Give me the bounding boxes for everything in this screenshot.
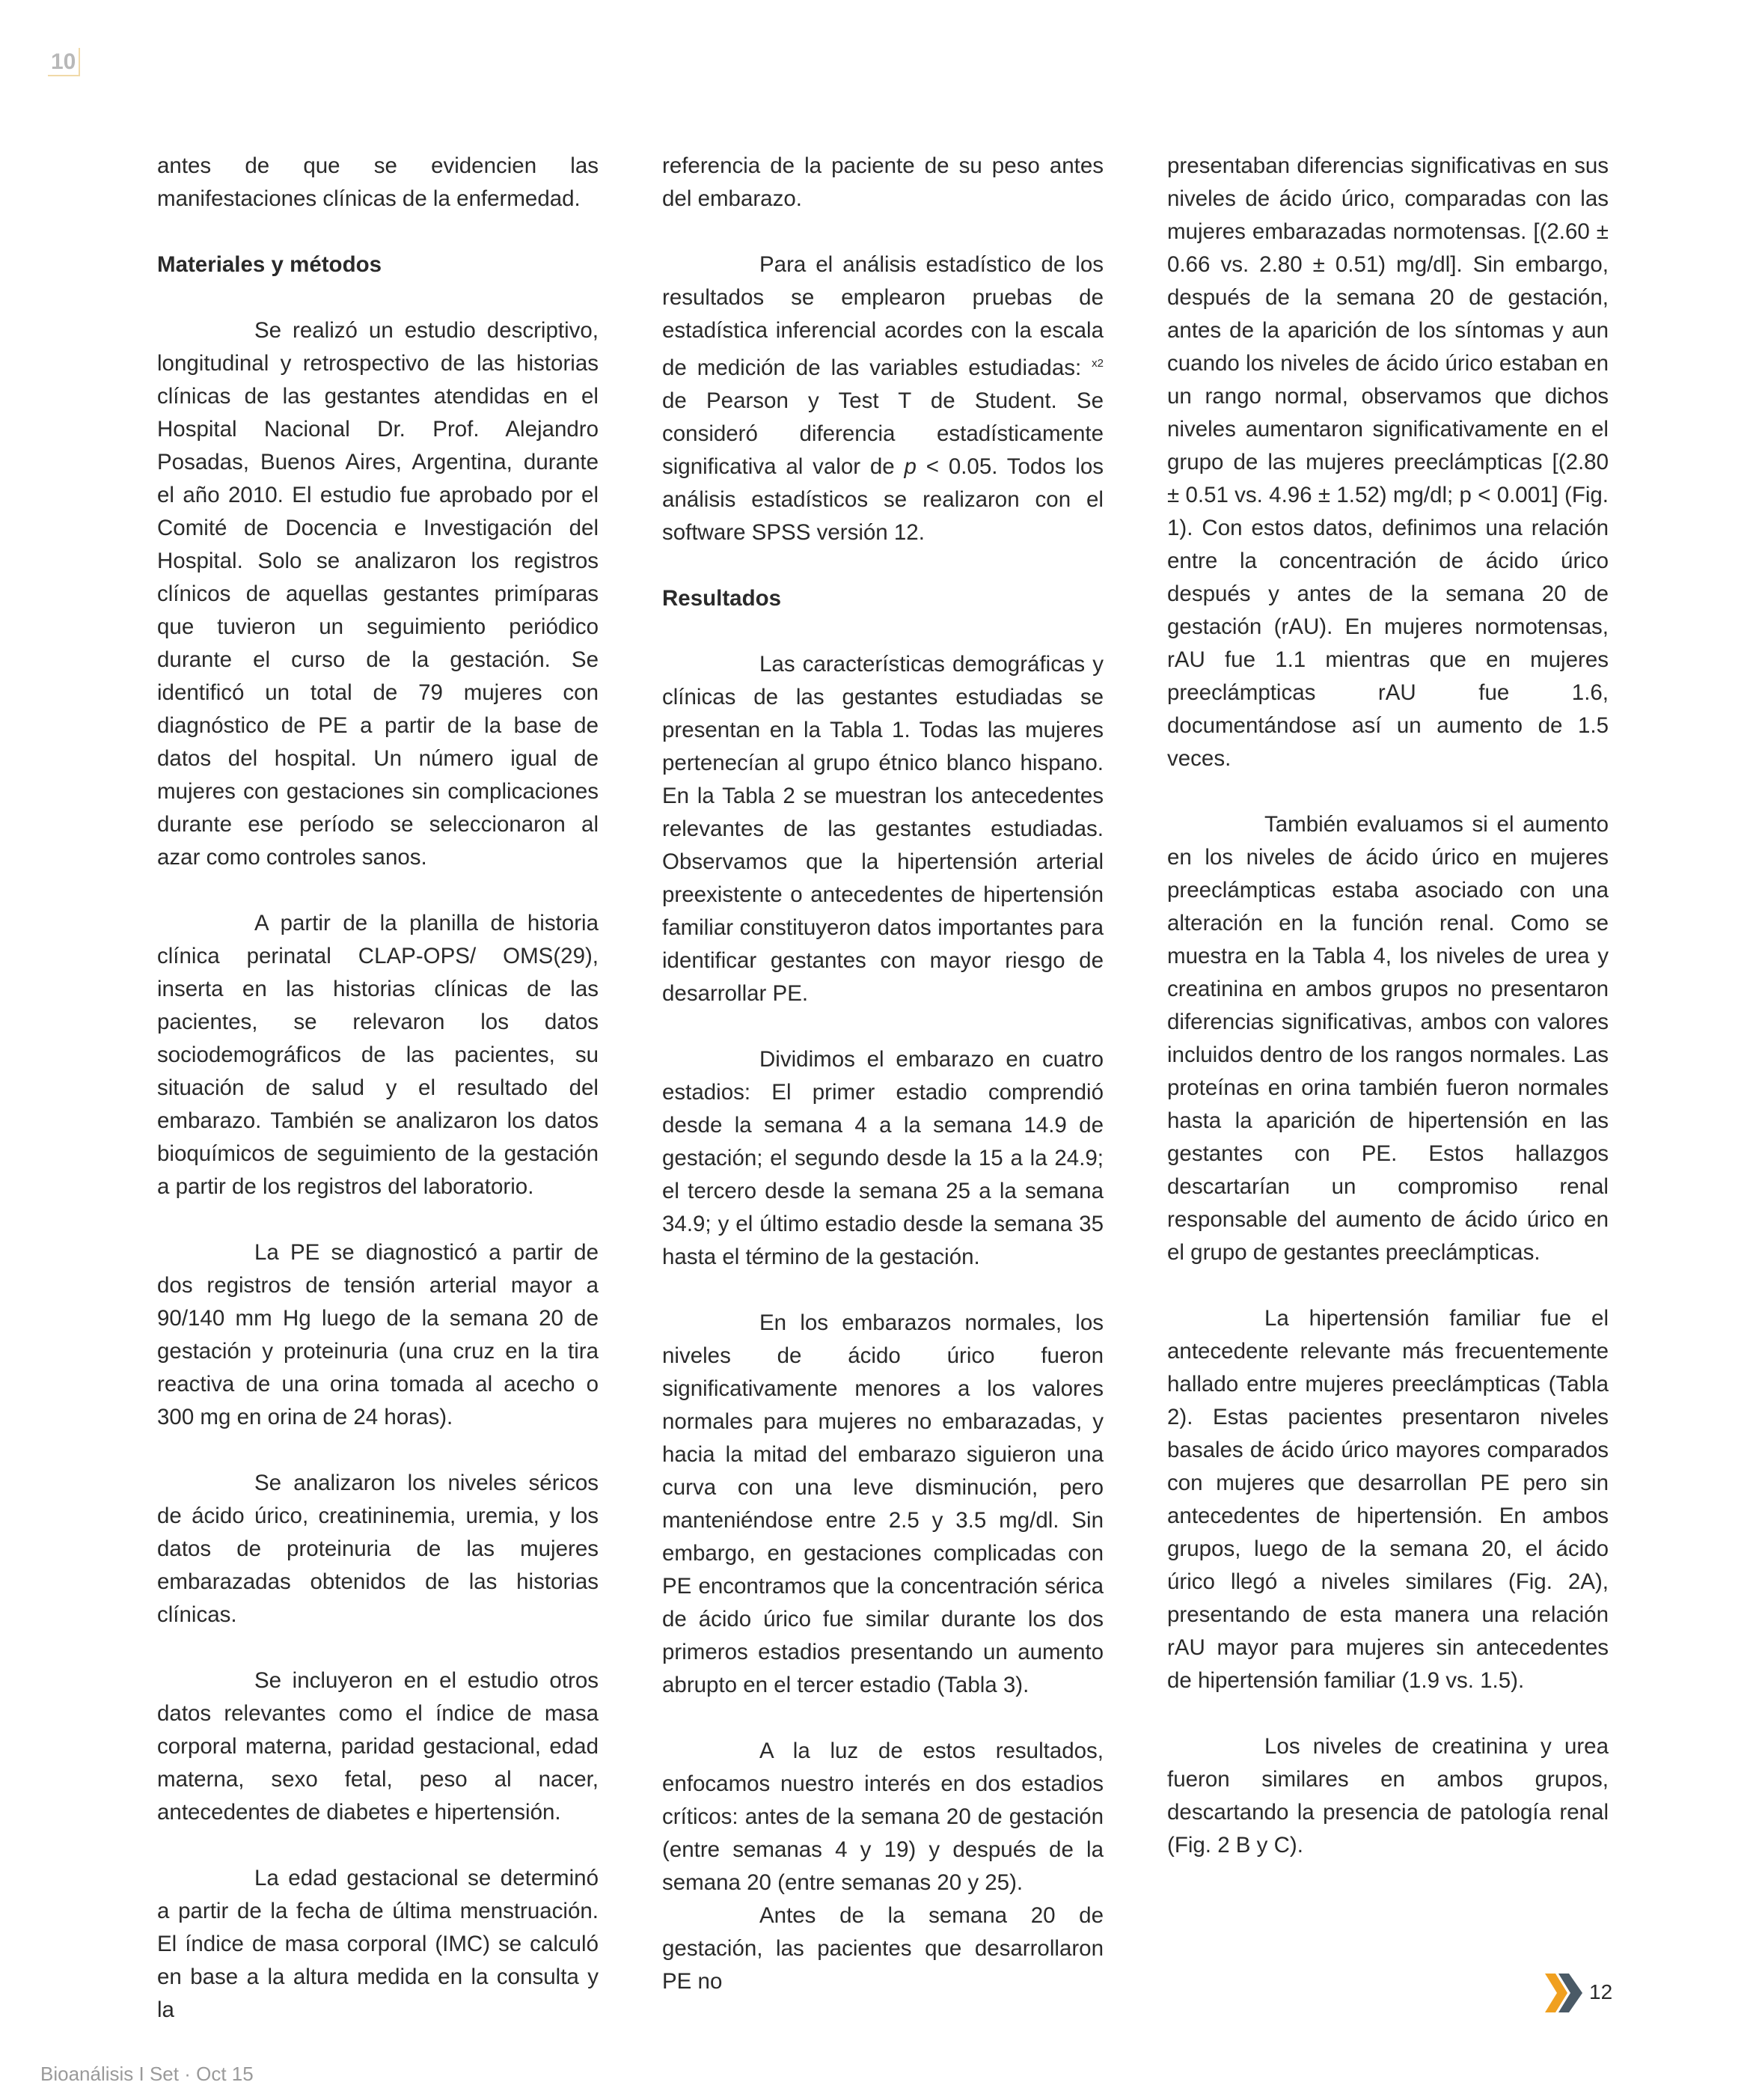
paragraph: Se incluyeron en el estudio otros datos relevantes como el índice de masa corporal materna, paridad gestacional, edad materna, sexo fetal, peso al nacer, antecedentes de diabetes e hipertensión. xyxy=(157,1668,599,1825)
text-column-2 xyxy=(662,150,1104,1998)
paragraph: Antes de la semana 20 de gestación, las pacientes que desarrollaron PE no xyxy=(662,1902,1104,1994)
chi-square-superscript: x2 xyxy=(1092,357,1104,370)
paragraph: Los niveles de creatinina y urea fueron similares en ambos grupos, descartando la presencia de patología renal (Fig. 2 B y C). xyxy=(1167,1734,1609,1858)
paragraph: referencia de la paciente de su peso antes del embarazo. xyxy=(662,153,1104,211)
top-page-number: 10 xyxy=(48,48,80,76)
paragraph: Se realizó un estudio descriptivo, longitudinal y retrospectivo de las historias clínicas de las gestantes atendidas en el Hospital Nacional Dr. Prof. Alejandro Posadas, Buenos Aires, Argentina, durante el año 2010. El estudio fue aprobado por el Comité de Docencia e Investigación del Hospital. Solo se analizaron los registros clínicos de aquellas gestantes primíparas que tuvieron un seguimiento periódico durante el curso de la gestación. Se identificó un total de 79 mujeres con diagnóstico de PE a partir de la base de datos del hospital. Un número igual de mujeres con gestaciones sin complicaciones durante ese período se seleccionaron al azar como controles sanos. xyxy=(157,318,599,870)
text-column-1 xyxy=(157,150,599,2027)
paragraph: Las características demográficas y clínicas de las gestantes estudiadas se presentan en la Tabla 1. Todas las mujeres pertenecían al grupo étnico blanco hispano. En la Tabla 2 se muestran los antecedentes relevantes de las gestantes estudiadas. Observamos que la hipertensión arterial preexistente o antecedentes de hipertensión familiar constituyeron datos importantes para identificar gestantes con mayor riesgo de desarrollar PE. xyxy=(662,651,1104,1006)
double-chevron-right-icon xyxy=(1545,1972,1584,2014)
paragraph: Dividimos el embarazo en cuatro estadios: El primer estadio comprendió desde la semana 4 a la semana 14.9 de gestación; el segundo desde la 15 a la 24.9; el tercero desde la semana 25 a la semana 34.9; y el último estadio desde la semana 35 hasta el término de la gestación. xyxy=(662,1046,1104,1269)
paragraph: Se analizaron los niveles séricos de ácido úrico, creatininemia, uremia, y los datos de proteinuria de las mujeres embarazadas obtenidos de las historias clínicas. xyxy=(157,1471,599,1627)
paragraph-statistics xyxy=(662,248,1104,549)
paragraph: A la luz de estos resultados, enfocamos nuestro interés en dos estadios críticos: antes de la semana 20 de gestación (entre semanas 4 y 19) y después de la semana 20 (entre semanas 20 y 25). xyxy=(662,1738,1104,1895)
paragraph: La PE se diagnosticó a partir de dos registros de tensión arterial mayor a 90/140 mm Hg luego de la semana 20 de gestación y proteinuria (una cruz en la tira reactiva de una orina tomada al acecho o 300 mg en orina de 24 horas). xyxy=(157,1240,599,1429)
paragraph: antes de que se evidencien las manifestaciones clínicas de la enfermedad. xyxy=(157,153,599,211)
paragraph: También evaluamos si el aumento en los niveles de ácido úrico en mujeres preeclámpticas estaba asociado con una alteración en la función renal. Como se muestra en la Tabla 4, los niveles de urea y creatinina en ambos grupos no presentaron diferencias significativas, ambos con valores incluidos dentro de los rangos normales. Las proteínas en orina también fueron normales hasta la aparición de hipertensión en las gestantes con PE. Estos hallazgos descartarían un compromiso renal responsable del aumento de ácido úrico en el grupo de gestantes preeclámpticas. xyxy=(1167,812,1609,1265)
text-run: Para el análisis estadístico de los resultados se emplearon pruebas de estadística inferencial acordes con la escala de medición de las variables estudiadas: xyxy=(662,252,1104,380)
paragraph: A partir de la planilla de historia clínica perinatal CLAP-OPS/ OMS(29), inserta en las historias clínicas de las pacientes, se relevaron los datos sociodemográficos de las pacientes, su situación de salud y el resultado del embarazo. También se analizaron los datos bioquímicos de seguimiento de la gestación a partir de los registros del laboratorio. xyxy=(157,911,599,1199)
paragraph: La hipertensión familiar fue el antecedente relevante más frecuentemente hallado entre mujeres preeclámpticas (Tabla 2). Estas pacientes presentaron niveles basales de ácido úrico mayores comparados con mujeres que desarrollan PE pero sin antecedentes de hipertensión. En ambos grupos, luego de la semana 20, el ácido úrico llegó a niveles similares (Fig. 2A), presentando de esta manera una relación rAU mayor para mujeres sin antecedentes de hipertensión familiar (1.9 vs. 1.5). xyxy=(1167,1306,1609,1693)
paragraph: En los embarazos normales, los niveles de ácido úrico fueron significativamente menores a los valores normales para mujeres no embarazadas, y hacia la mitad del embarazo siguieron una curva con una leve disminución, pero manteniéndose entre 2.5 y 3.5 mg/dl. Sin embargo, en gestaciones complicadas con PE encontramos que la concentración sérica de ácido úrico fue similar durante los dos primeros estadios presentando un aumento abrupto en el tercer estadio (Tabla 3). xyxy=(662,1310,1104,1697)
p-value-symbol: p xyxy=(904,454,917,479)
paragraph: presentaban diferencias significativas en sus niveles de ácido úrico, comparadas con las mujeres embarazadas normotensas. [(2.60 ± 0.66 vs. 2.80 ± 0.51) mg/dl]. Sin embargo, después de la semana 20 de gestación, antes de la aparición de los síntomas y aun cuando los niveles de ácido úrico estaban en un rango normal, observamos que dichos niveles aumentaron significativamente en el grupo de las mujeres preeclámpticas [(2.80 ± 0.51 vs. 4.96 ± 1.52) mg/dl; p < 0.001] (Fig. 1). Con estos datos, definimos una relación entre la concentración de ácido úrico después y antes de la semana 20 de gestación (rAU). En mujeres normotensas, rAU fue 1.1 mientras que en mujeres preeclámpticas rAU fue 1.6, documentándose así un aumento de 1.5 veces. xyxy=(1167,153,1609,771)
journal-footer: Bioanálisis I Set · Oct 15 xyxy=(40,2063,254,2085)
text-run: < 0.05. Todos los análisis estadísticos se realizaron con el software SPSS versión 12. xyxy=(662,454,1104,545)
section-heading-methods: Materiales y métodos xyxy=(157,252,382,277)
text-run: de Pearson y Test T de Student. Se consideró diferencia estadísticamente significativa al valor de xyxy=(662,388,1104,479)
section-heading-results: Resultados xyxy=(662,585,782,611)
text-column-3 xyxy=(1167,150,1609,1862)
page-number: 12 xyxy=(1589,1980,1613,2003)
paragraph: La edad gestacional se determinó a partir de la fecha de última menstruación. El índice de masa corporal (IMC) se calculó en base a la altura medida en la consulta y la xyxy=(157,1866,599,2022)
